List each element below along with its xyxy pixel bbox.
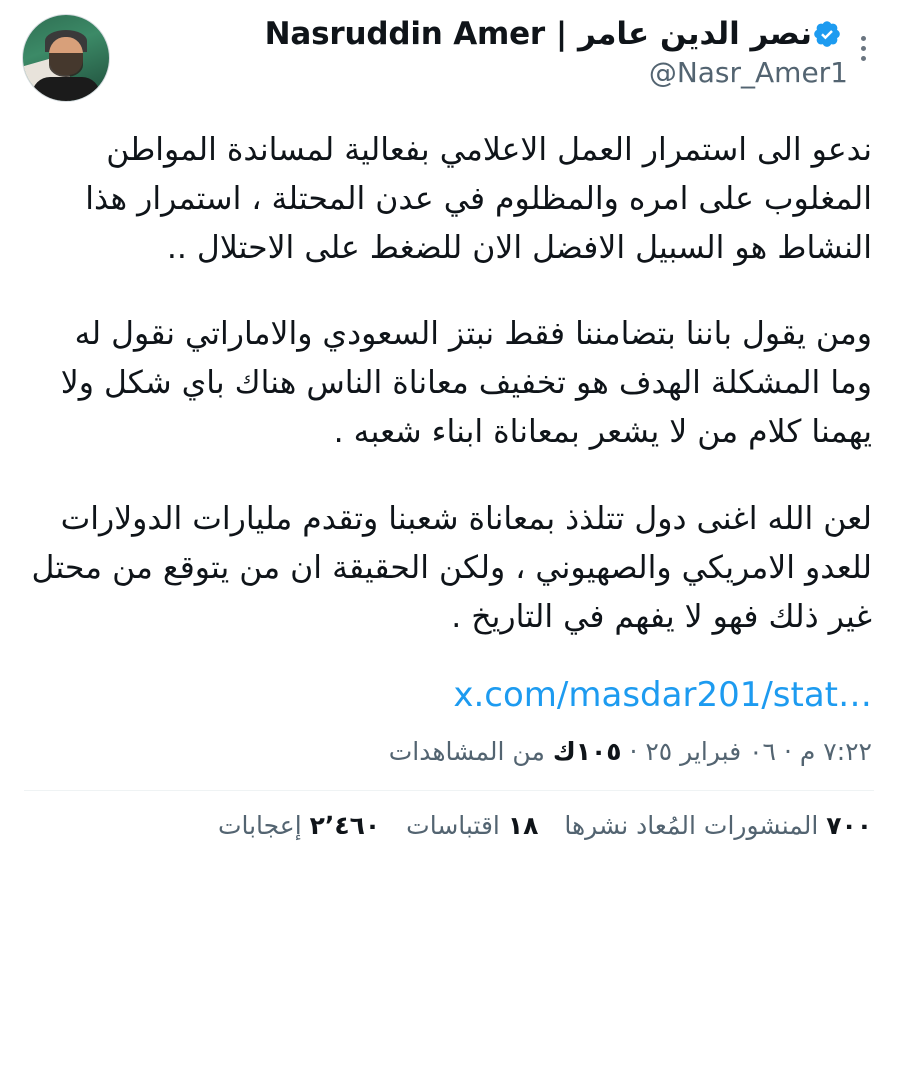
reposts-label: المنشورات المُعاد نشرها — [564, 811, 819, 841]
more-options-icon[interactable] — [850, 14, 876, 61]
likes-label: إعجابات — [217, 811, 302, 841]
separator: · — [783, 737, 792, 767]
quoted-post-link[interactable]: x.com/masdar201/stat… — [453, 675, 872, 716]
avatar-beard — [49, 53, 83, 77]
author-display-name: نصر الدين عامر | Nasruddin Amer — [264, 16, 812, 52]
dot — [861, 36, 866, 41]
views-label: من المشاهدات — [388, 737, 545, 767]
tweet-body — [22, 108, 876, 641]
author-handle: @Nasr_Amer1 — [648, 56, 848, 89]
verified-badge-icon — [812, 19, 842, 49]
author-name-row — [118, 16, 850, 52]
quotes-count: ١٨ — [507, 811, 539, 841]
stat-quotes[interactable] — [406, 811, 538, 840]
reposts-count: ٧٠٠ — [826, 811, 872, 841]
tweet-stats — [22, 791, 876, 840]
tweet-paragraph: لعن الله اغنى دول تتلذذ بمعاناة شعبنا وتقدم مليارات الدولارات للعدو الامريكي والصهيوني ، ولكن الحقيقة ان من يتوقع من محتل غير ذلك فهو لا يفهم في التاريخ . — [31, 500, 872, 635]
dot — [861, 46, 866, 51]
tweet-paragraph: ندعو الى استمرار العمل الاعلامي بفعالية لمساندة المواطن المغلوب على امره والمظلوم في عدن المحتلة ، استمرار هذا النشاط هو السبيل الافضل الان للضغط على الاحتلال .. — [85, 132, 872, 266]
author-info[interactable] — [118, 14, 850, 89]
tweet-paragraph: ومن يقول باننا بتضامننا فقط نبتز السعودي والاماراتي نقول له وما المشكلة الهدف هو تخفيف معاناة الناس هناك باي شكل ولا يهمنا كلام من لا يشعر بمعاناة ابناء شعبه . — [60, 316, 872, 451]
timestamp-text: ٧:٢٢ م — [799, 737, 872, 767]
tweet-header — [22, 0, 876, 108]
avatar-body — [32, 77, 100, 102]
stat-reposts[interactable] — [564, 811, 872, 840]
tweet-timestamp-views — [22, 715, 876, 766]
dot — [861, 56, 866, 61]
stat-likes[interactable] — [218, 811, 380, 840]
separator: · — [629, 737, 638, 767]
date-text: ٠٦ فبراير ٢٥ — [645, 737, 776, 767]
likes-count: ٢٬٤٦٠ — [309, 811, 381, 841]
avatar[interactable] — [22, 14, 110, 102]
quotes-label: اقتباسات — [406, 811, 500, 841]
views-count: ١٠٥ك — [552, 737, 622, 767]
